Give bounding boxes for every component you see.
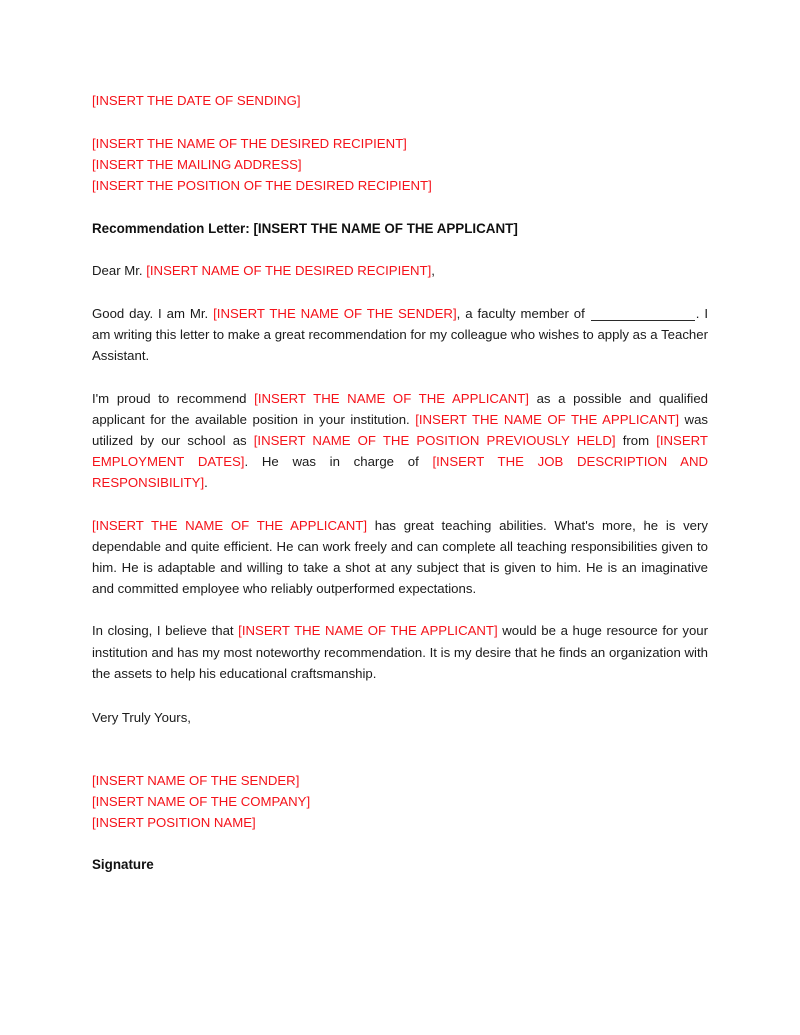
para2-seg5: was utilized by our school as (92, 411, 708, 449)
spacer-para-3 (92, 599, 708, 620)
signature-sender-name: [INSERT NAME OF THE SENDER] (92, 773, 300, 789)
paragraph-recommendation (92, 388, 708, 494)
spacer-after-date (92, 111, 708, 133)
spacer-after-title (92, 239, 708, 260)
para2-seg9: . He was in charge of (244, 454, 433, 470)
para4-seg3: would be a huge resource for your institution and has my most noteworthy recommendation. It is my desire that he finds an organization with the assets to help his educational craftsmanship. (92, 623, 708, 681)
salutation-prefix: Dear Mr. (92, 263, 147, 278)
applicant-name-placeholder-2: [INSERT THE NAME OF THE APPLICANT] (415, 411, 680, 427)
recipient-address: [INSERT THE MAILING ADDRESS] (92, 157, 302, 172)
para2-seg7: from (615, 433, 657, 449)
salutation-suffix: , (431, 263, 435, 278)
salutation (92, 260, 708, 281)
date-line: [INSERT THE DATE OF SENDING] (92, 93, 301, 108)
recipient-position: [INSERT THE POSITION OF THE DESIRED RECIPIENT] (92, 178, 432, 193)
signature-position-name: [INSERT POSITION NAME] (92, 815, 256, 831)
para2-seg3: as a possible and qualified applicant for the available position in your institution. (92, 390, 708, 427)
para2-seg11: . (204, 475, 208, 491)
salutation-recipient-placeholder: [INSERT NAME OF THE DESIRED RECIPIENT] (146, 263, 432, 278)
spacer-after-salutation (92, 281, 708, 303)
paragraph-closing (92, 620, 708, 684)
recipient-name: [INSERT THE NAME OF THE DESIRED RECIPIENT] (92, 136, 407, 151)
spacer-para-1 (92, 367, 708, 388)
institution-fill-blank[interactable] (591, 320, 695, 321)
para2-seg1: I'm proud to recommend (92, 390, 255, 406)
previous-position-placeholder: [INSERT NAME OF THE POSITION PREVIOUSLY HELD] (253, 433, 616, 449)
para1-seg4: . I am writing this letter to make a great recommendation for my colleague who wishes to apply as a Teacher Assistant. (92, 306, 708, 364)
applicant-name-placeholder-3: [INSERT THE NAME OF THE APPLICANT] (92, 517, 368, 533)
para1-seg3: , a faculty member of (456, 306, 590, 321)
job-description-placeholder: [INSERT THE JOB DESCRIPTION AND RESPONSIBILITY] (92, 454, 709, 491)
para1-seg1: Good day. I am Mr. (92, 306, 214, 321)
spacer-after-recipient (92, 196, 708, 218)
spacer-para-2 (92, 494, 708, 515)
applicant-name-placeholder-4: [INSERT THE NAME OF THE APPLICANT] (238, 623, 498, 639)
sender-name-placeholder: [INSERT THE NAME OF THE SENDER] (213, 306, 457, 321)
letter-body (92, 90, 708, 875)
paragraph-intro (92, 303, 708, 367)
letter-title: Recommendation Letter: [INSERT THE NAME OF THE APPLICANT] (92, 221, 518, 236)
closing-salutation: Very Truly Yours, (92, 710, 191, 726)
paragraph-qualities (92, 515, 708, 600)
spacer-before-closing (92, 684, 708, 707)
spacer-before-signature-block (92, 728, 708, 770)
para3-seg2: has great teaching abilities. What's more, he is very dependable and quite efficient. He can work freely and can complete all teaching responsibilities given to him. He is adaptable and willing to take a shot at any subject that is given to him. He is an imaginative and committed employee who reliably outperformed expectations. (92, 517, 708, 597)
signature-company-name: [INSERT NAME OF THE COMPANY] (92, 794, 311, 810)
employment-dates-placeholder: [INSERT EMPLOYMENT DATES] (92, 433, 708, 470)
para4-seg1: In closing, I believe that (92, 623, 239, 639)
applicant-name-placeholder-1: [INSERT THE NAME OF THE APPLICANT] (254, 390, 529, 406)
signature-label: Signature (92, 857, 154, 873)
spacer-before-signature-label (92, 833, 708, 854)
